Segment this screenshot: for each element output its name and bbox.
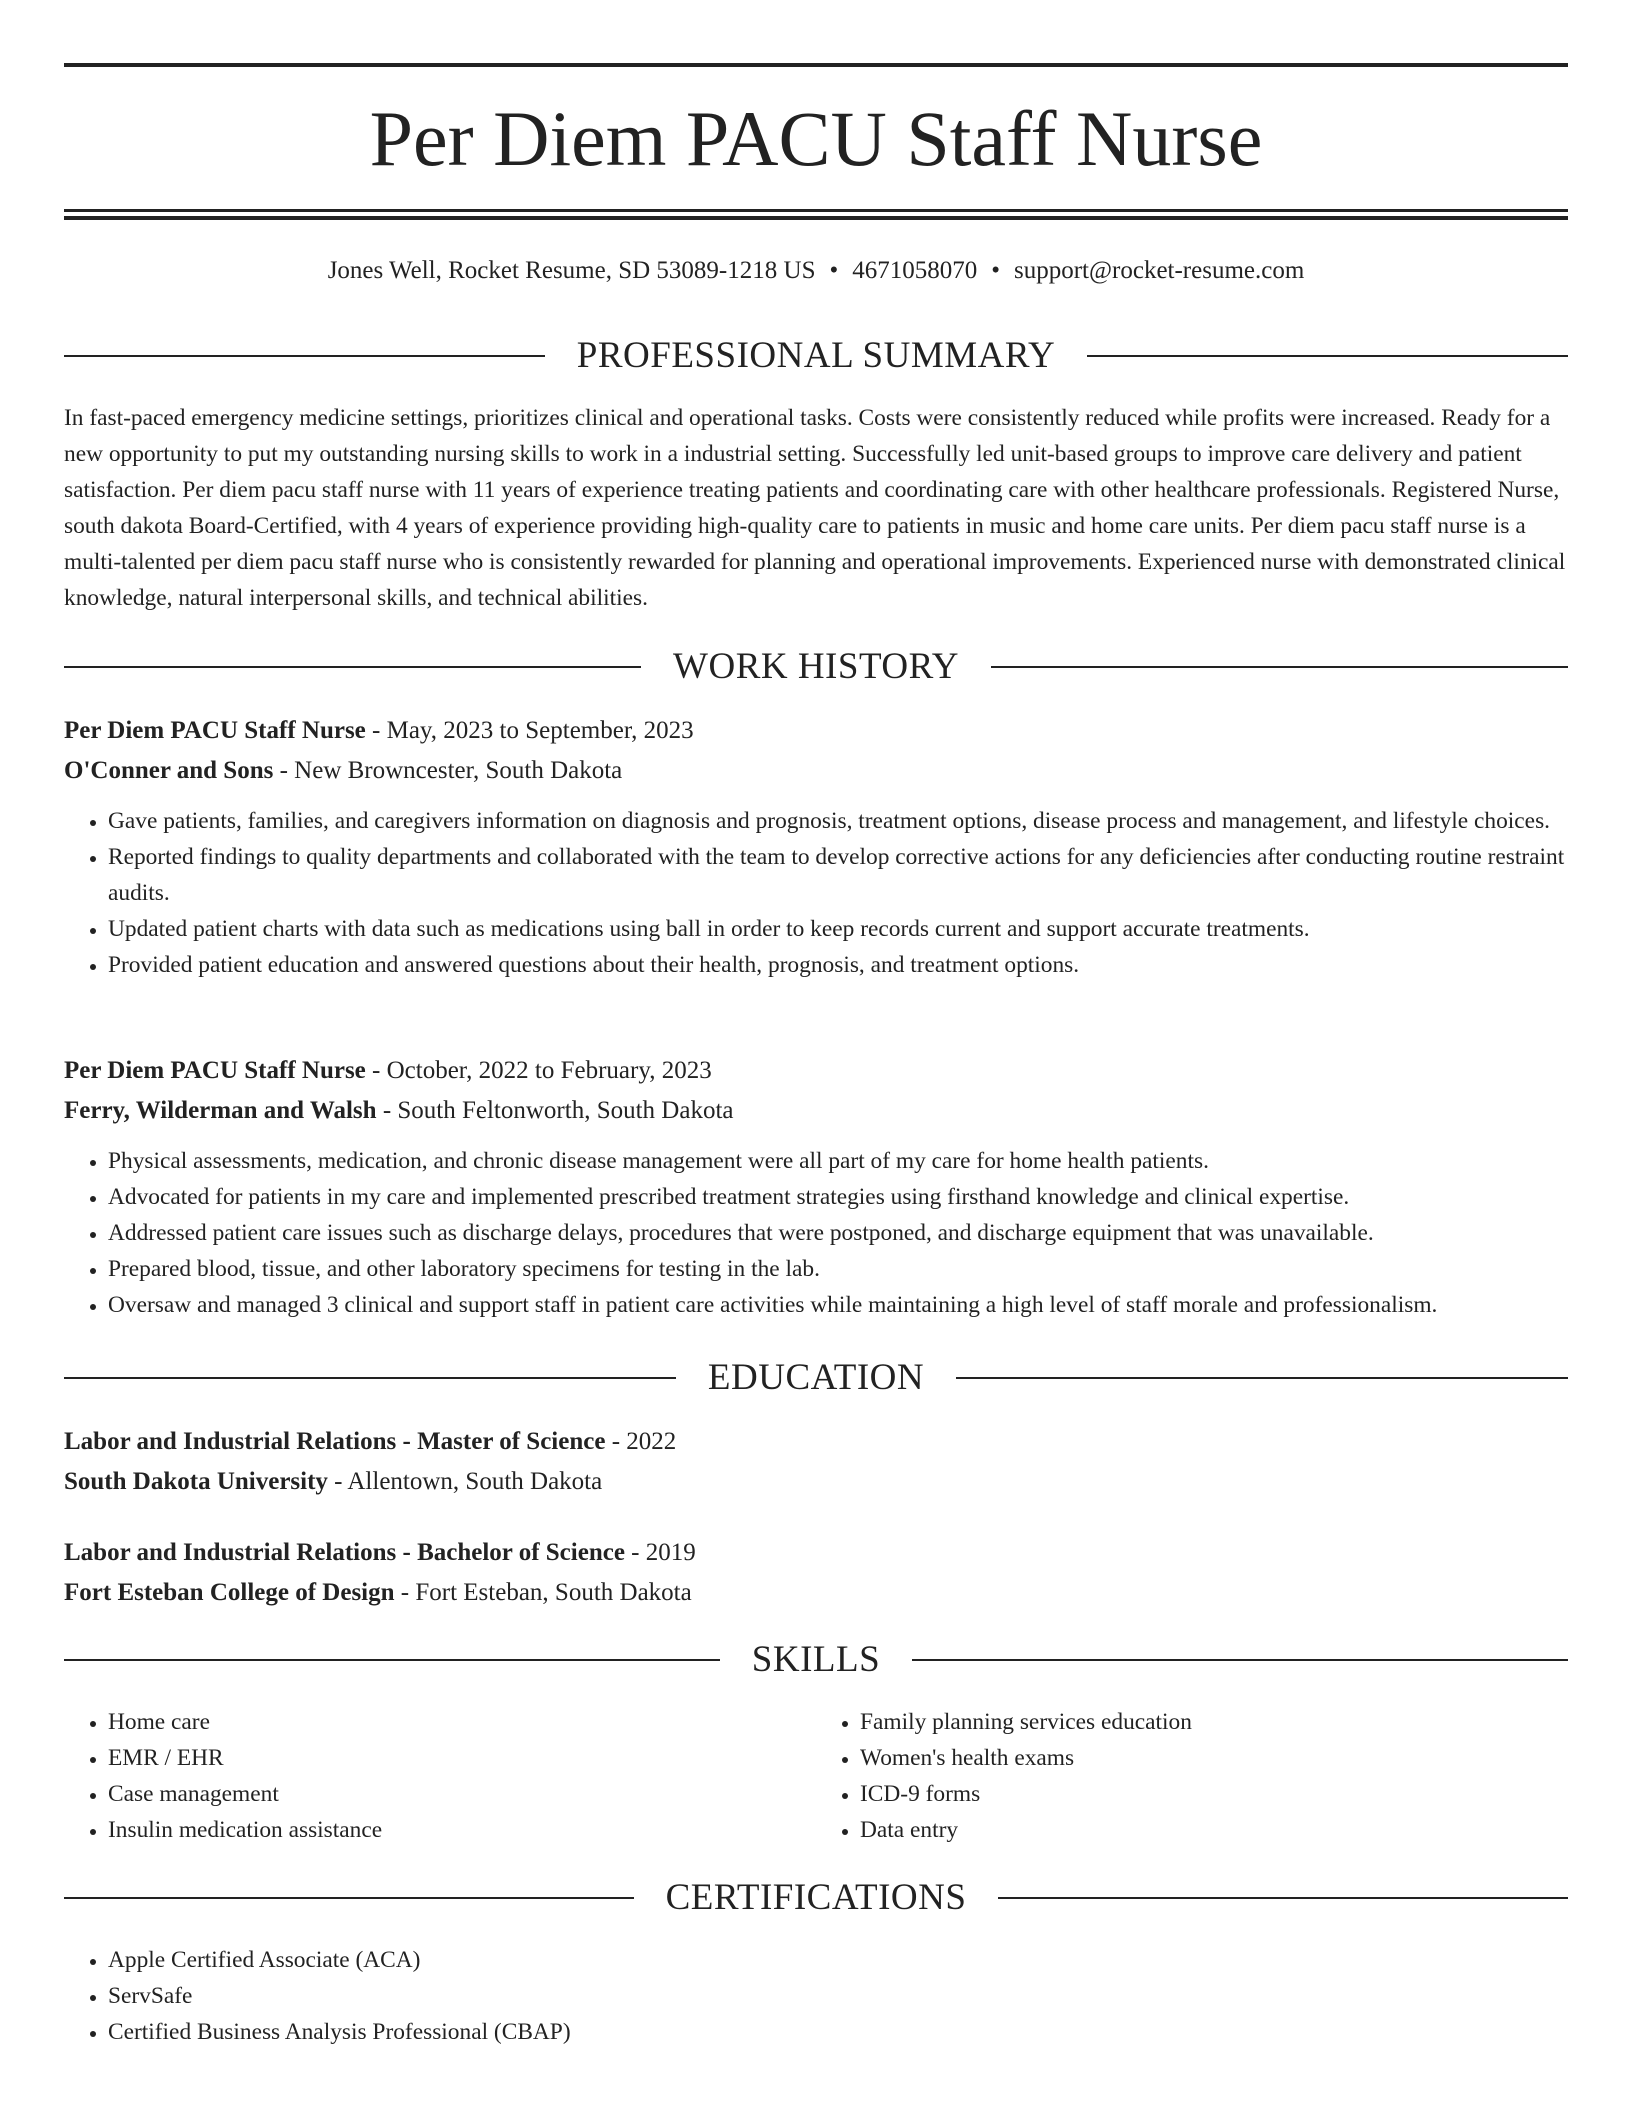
degree-year: - 2022 [605,1428,677,1455]
job-title-line [64,711,1568,751]
resume-name: Per Diem PACU Staff Nurse [369,95,1263,182]
degree-name: Labor and Industrial Relations - Master of Science [64,1428,606,1455]
job-title-line [64,1051,1568,1091]
contact-line [64,254,1568,288]
education-entry [64,1422,1568,1502]
job-dates: - October, 2022 to February, 2023 [365,1057,712,1084]
certification-item: • Certified Business Analysis Professional (CBAP) [108,2014,1568,2050]
job-bullet: • Updated patient charts with data such as medications using ball in order to keep records current and support accurate treatments. [108,911,1568,947]
school-name: South Dakota University [64,1468,328,1495]
header-top-rule [64,63,1568,67]
job-bullet: • Prepared blood, tissue, and other laboratory specimens for testing in the lab. [108,1251,1568,1287]
skill-item: • Family planning services education [860,1704,1568,1740]
skill-item: • Case management [108,1776,816,1812]
section-title: SKILLS [751,1639,881,1680]
job-bullet: • Gave patients, families, and caregivers information on diagnosis and prognosis, treatment options, disease process and management, and lifestyle choices. [108,803,1568,839]
school-location: - Allentown, South Dakota [327,1468,603,1495]
job-bullet: • Advocated for patients in my care and implemented prescribed treatment strategies using firsthand knowledge and clinical expertise. [108,1179,1568,1215]
education-entry [64,1533,1568,1613]
section-rule-right [991,666,1568,668]
job-company: Ferry, Wilderman and Walsh [64,1097,377,1124]
certification-item: • ServSafe [108,1978,1568,2014]
section-title: EDUCATION [707,1357,925,1398]
section-rule-right [1087,355,1568,357]
skill-item: • Women's health exams [860,1740,1568,1776]
skill-item: • EMR / EHR [108,1740,816,1776]
job-company-line [64,751,1568,791]
skill-item: • Insulin medication assistance [108,1812,816,1848]
summary-text: In fast-paced emergency medicine settings, prioritizes clinical and operational tasks. Costs were consistently reduced while profits were increased. Ready for a new opportunity to put my outstanding nursing skills to work in a industrial setting. Successfully led unit-based groups to improve care delivery and patient satisfaction. Per diem pacu staff nurse with 11 years of experience treating patients and coordinating care with other healthcare professionals. Registered Nurse, south dakota Board-Certified, with 4 years of experience providing high-quality care to patients in music and home care units. Per diem pacu staff nurse is a multi-talented per diem pacu staff nurse who is consistently rewarded for planning and operational improvements. Experienced nurse with demonstrated clinical knowledge, natural interpersonal skills, and technical abilities. [64,405,1566,611]
job-company-line [64,1091,1568,1131]
section-rule-left [64,666,641,668]
header-double-rule [64,209,1568,220]
job-bullet: • Oversaw and managed 3 clinical and support staff in patient care activities while maintaining a high level of staff morale and professionalism. [108,1287,1568,1323]
job-location: - South Feltonworth, South Dakota [376,1097,734,1124]
job-entry [64,711,1568,983]
school-line [64,1462,1568,1502]
certification-item: • Apple Certified Associate (ACA) [108,1942,1568,1978]
degree-line [64,1422,1568,1462]
certifications-list [64,1942,1568,2050]
section-header-skills [64,1638,1568,1682]
section-rule-left [64,1659,720,1661]
contact-phone: 4671058070 [852,257,978,284]
job-bullet: • Addressed patient care issues such as discharge delays, procedures that were postponed, and discharge equipment that was unavailable. [108,1215,1568,1251]
job-bullet: • Reported findings to quality departments and collaborated with the team to develop corrective actions for any deficiencies after conducting routine restraint audits. [108,839,1568,911]
job-entry [64,1051,1568,1323]
section-title: CERTIFICATIONS [665,1877,967,1918]
certifications-block [64,1942,1568,2050]
section-rule-left [64,1897,634,1899]
section-title: PROFESSIONAL SUMMARY [576,335,1056,376]
contact-separator: • [829,257,839,284]
section-header-certifications [64,1876,1568,1920]
section-header-work [64,645,1568,689]
contact-email: support@rocket-resume.com [1014,257,1305,284]
section-header-education [64,1356,1568,1400]
school-location: - Fort Esteban, South Dakota [394,1579,692,1606]
job-company: O'Conner and Sons [64,757,274,784]
skill-item: • ICD-9 forms [860,1776,1568,1812]
skills-list-left [64,1704,816,1848]
job-bullet: • Physical assessments, medication, and chronic disease management were all part of my care for home health patients. [108,1143,1568,1179]
section-rule-left [64,355,545,357]
school-line [64,1573,1568,1613]
contact-address: Jones Well, Rocket Resume, SD 53089-1218 US [327,257,816,284]
job-bullets [64,1143,1568,1323]
job-role: Per Diem PACU Staff Nurse [64,717,366,744]
job-bullets [64,803,1568,983]
section-header-summary [64,334,1568,378]
section-rule-right [998,1897,1568,1899]
skills-list-right [816,1704,1568,1848]
degree-year: - 2019 [624,1539,696,1566]
skill-item: • Data entry [860,1812,1568,1848]
job-location: - New Browncester, South Dakota [273,757,623,784]
section-rule-right [956,1377,1568,1379]
contact-separator: • [991,257,1000,284]
section-rule-left [64,1377,676,1379]
job-dates: - May, 2023 to September, 2023 [365,717,694,744]
degree-line [64,1533,1568,1573]
section-rule-right [912,1659,1568,1661]
skill-item: • Home care [108,1704,816,1740]
skills-columns [64,1704,1568,1848]
section-title: WORK HISTORY [673,646,959,687]
school-name: Fort Esteban College of Design [64,1579,395,1606]
job-bullet: • Provided patient education and answered questions about their health, prognosis, and treatment options. [108,947,1568,983]
degree-name: Labor and Industrial Relations - Bachelor of Science [64,1539,625,1566]
job-role: Per Diem PACU Staff Nurse [64,1057,366,1084]
